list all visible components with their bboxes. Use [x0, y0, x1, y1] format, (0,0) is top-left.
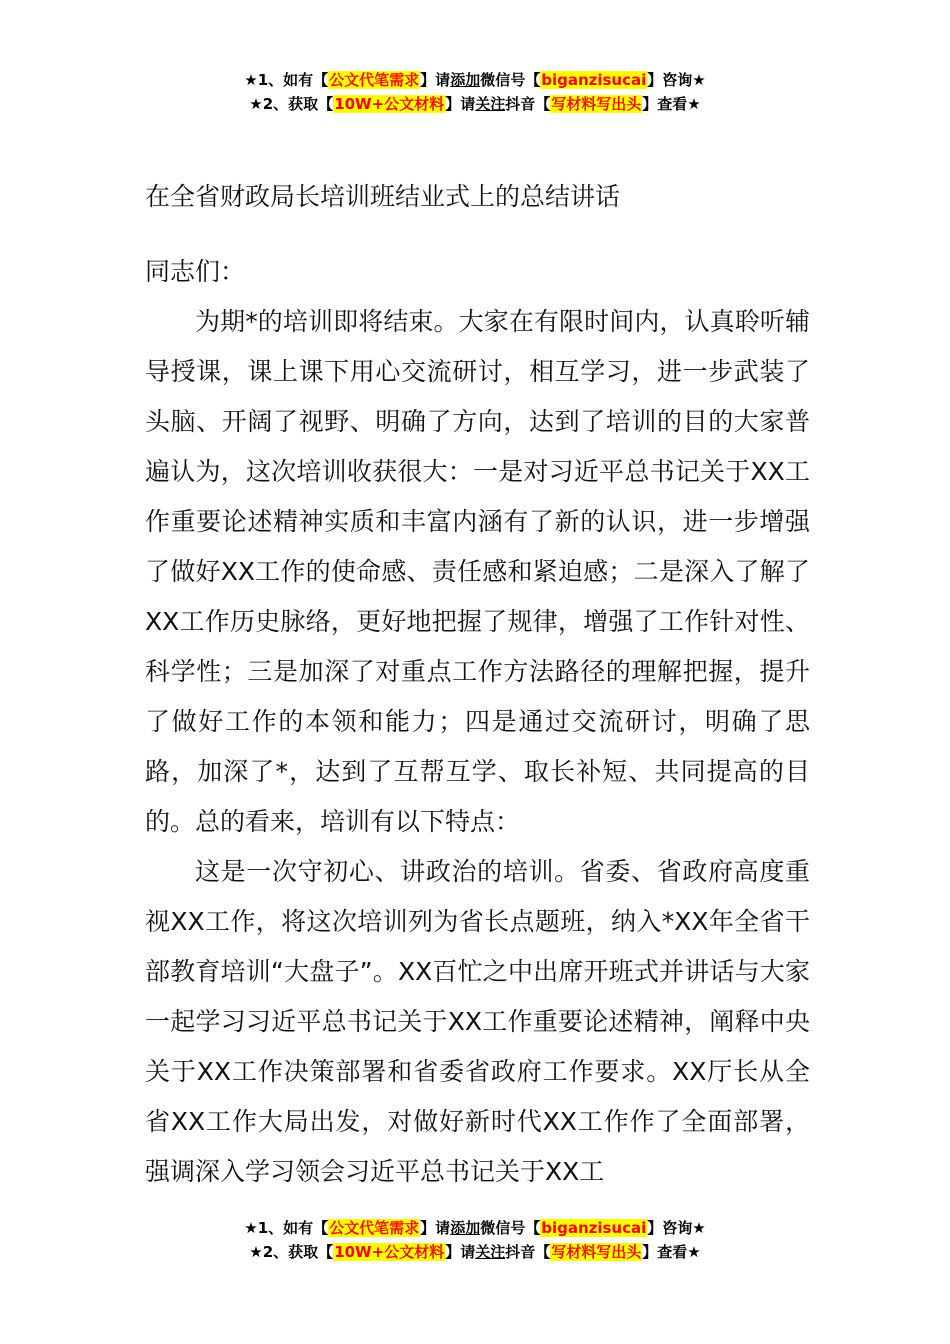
banner-underline: 关注 — [475, 1243, 506, 1261]
banner-underline: 添加 — [450, 1219, 481, 1237]
banner-text: ★1、如有【 — [244, 1219, 329, 1237]
banner-text: ★2、获取【 — [249, 1243, 334, 1261]
banner-text: 】请 — [420, 1219, 451, 1237]
banner-line-2 — [0, 1240, 950, 1264]
banner-text: ★2、获取【 — [249, 95, 334, 113]
document-body — [145, 172, 810, 1197]
banner-text: 抖音【 — [505, 1243, 551, 1261]
banner-text: 】咨询★ — [647, 71, 706, 89]
banner-text: 抖音【 — [505, 95, 551, 113]
header-banner — [0, 68, 950, 116]
banner-text: 】请 — [420, 71, 451, 89]
banner-underline: 添加 — [450, 71, 481, 89]
banner-text: 】查看★ — [642, 1243, 701, 1261]
banner-text: 微信号【 — [480, 71, 541, 89]
banner-highlight: 写材料写出头 — [551, 95, 642, 113]
banner-highlight: 公文代笔需求 — [329, 71, 420, 89]
banner-highlight: 10W+公文材料 — [334, 95, 445, 113]
paragraph-1: 为期*的培训即将结束。大家在有限时间内，认真聆听辅导授课，课上课下用心交流研讨，相互学习，进一步武装了头脑、开阔了视野、明确了方向，达到了培训的目的大家普遍认为，这次培训收获很大：一是对习近平总书记关于XX工作重要论述精神实质和丰富内涵有了新的认识，进一步增强了做好XX工作的使命感、责任感和紧迫感；二是深入了解了XX工作历史脉络，更好地把握了规律，增强了工作针对性、科学性；三是加深了对重点工作方法路径的理解把握，提升了做好工作的本领和能力；四是通过交流研讨，明确了思路，加深了*，达到了互帮互学、取长补短、共同提高的目的。总的看来，培训有以下特点： — [145, 307, 810, 836]
banner-text: 微信号【 — [480, 1219, 541, 1237]
banner-highlight: biganzisucai — [541, 71, 647, 89]
banner-highlight: biganzisucai — [541, 1219, 647, 1237]
banner-line-1 — [0, 1216, 950, 1240]
banner-text: ★1、如有【 — [244, 71, 329, 89]
salutation: 同志们： — [145, 257, 246, 286]
banner-underline: 关注 — [475, 95, 506, 113]
banner-text: 】请 — [445, 95, 476, 113]
banner-highlight: 10W+公文材料 — [334, 1243, 445, 1261]
banner-highlight: 公文代笔需求 — [329, 1219, 420, 1237]
banner-line-2 — [0, 92, 950, 116]
footer-banner — [0, 1216, 950, 1264]
document-title: 在全省财政局长培训班结业式上的总结讲话 — [145, 182, 621, 211]
banner-text: 】请 — [445, 1243, 476, 1261]
banner-text: 】咨询★ — [647, 1219, 706, 1237]
banner-line-1 — [0, 68, 950, 92]
banner-text: 】查看★ — [642, 95, 701, 113]
paragraph-2: 这是一次守初心、讲政治的培训。省委、省政府高度重视XX工作，将这次培训列为省长点题班，纳入*XX年全省干部教育培训“大盘子”。XX百忙之中出席开班式并讲话与大家一起学习习近平总书记关于XX工作重要论述精神，阐释中央关于XX工作决策部署和省委省政府工作要求。XX厅长从全省XX工作大局出发，对做好新时代XX工作作了全面部署，强调深入学习领会习近平总书记关于XX工 — [145, 857, 810, 1186]
banner-highlight: 写材料写出头 — [551, 1243, 642, 1261]
